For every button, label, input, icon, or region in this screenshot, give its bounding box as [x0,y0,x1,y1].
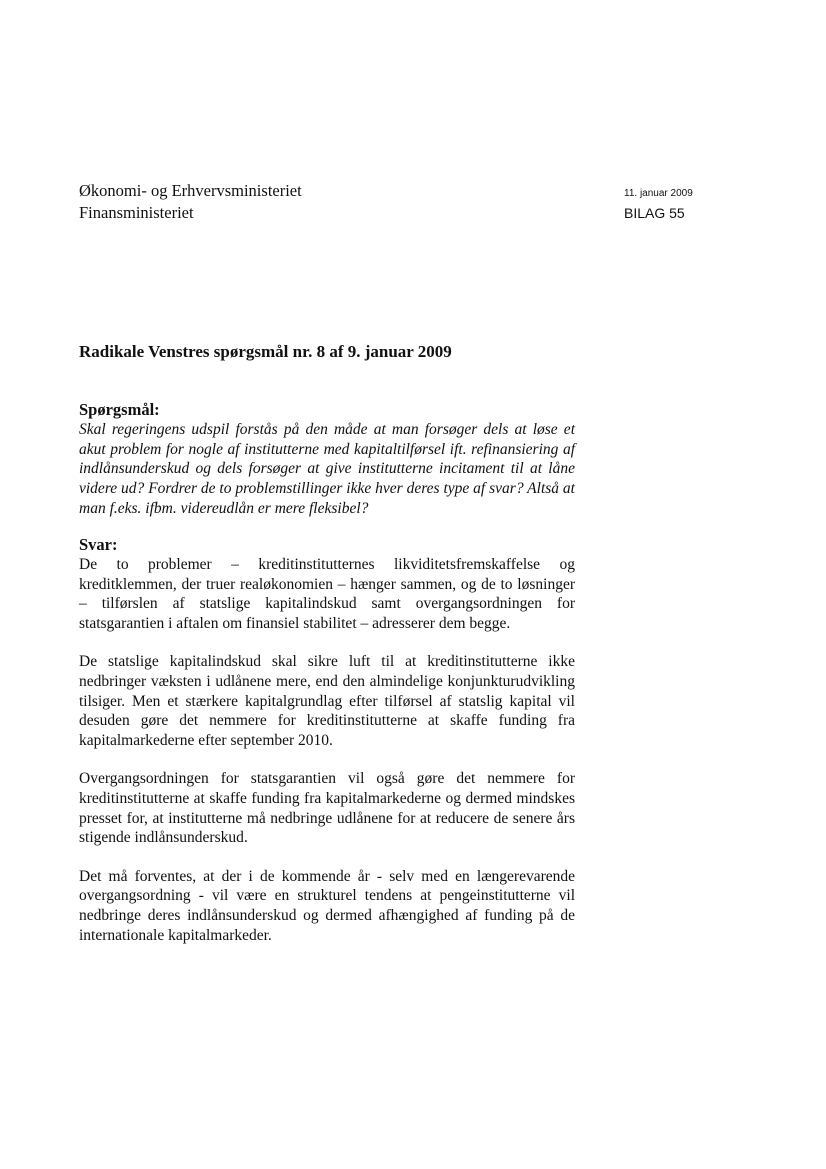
question-text: Skal regeringens udspil forstås på den måde at man forsøger dels at løse et akut problem for nogle af institutterne med kapitaltilførsel ift. refinansiering af indlånsunderskud og dels forsøger at give institutterne incitament til at låne videre ud? Fordrer de to problemstillinger ikke hver deres type af svar? Altså at man f.eks. ifbm. videreudlån er mere fleksibel? [79,421,575,517]
answer-paragraph-4: Det må forventes, at der i de kommende år - selv med en længerevarende overgangsordning - vil være en strukturel tendens at pengeinstitutterne vil nedbringe deres indlånsunderskud og dermed afhængighed af funding på de internationale kapitalmarkeder. [79,867,575,944]
question-heading: Spørgsmål: [79,400,160,419]
sender-ministry-2: Finansministeriet [79,203,194,222]
bilag-number: BILAG 55 [624,205,685,221]
question-section [79,399,575,519]
answer-heading: Svar: [79,535,118,554]
document-title: Radikale Venstres spørgsmål nr. 8 af 9. januar 2009 [79,342,452,361]
sender-block [79,180,302,224]
sender-ministry-1: Økonomi- og Erhvervsministeriet [79,181,302,200]
document-meta [624,187,693,222]
answer-section [79,534,575,964]
document-date: 11. januar 2009 [624,188,693,199]
answer-paragraph-3: Overgangsordningen for statsgarantien vil også gøre det nemmere for kreditinstitutterne at skaffe funding fra kapitalmarkederne og dermed mindskes presset for, at institutterne må nedbringe udlånene for at reducere de senere års stigende indlånsunderskud. [79,770,575,847]
answer-paragraph-2: De statslige kapitalindskud skal sikre luft til at kreditinstitutterne ikke nedbringer væksten i udlånene mere, end den almindelige konjunkturudvikling tilsiger. Men et stærkere kapitalgrundlag efter tilførsel af statslig kapital vil desuden gøre det nemmere for kreditinstitutterne at skaffe funding fra kapitalmarkederne efter september 2010. [79,653,575,749]
answer-paragraph-1: De to problemer – kreditinstitutternes likviditetsfremskaffelse og kreditklemmen, der truer realøkonomien – hænger sammen, og de to løsninger – tilførslen af statslige kapitalindskud samt overgangsordningen for statsgarantien i aftalen om finansiel stabilitet – adresserer dem begge. [79,556,575,632]
